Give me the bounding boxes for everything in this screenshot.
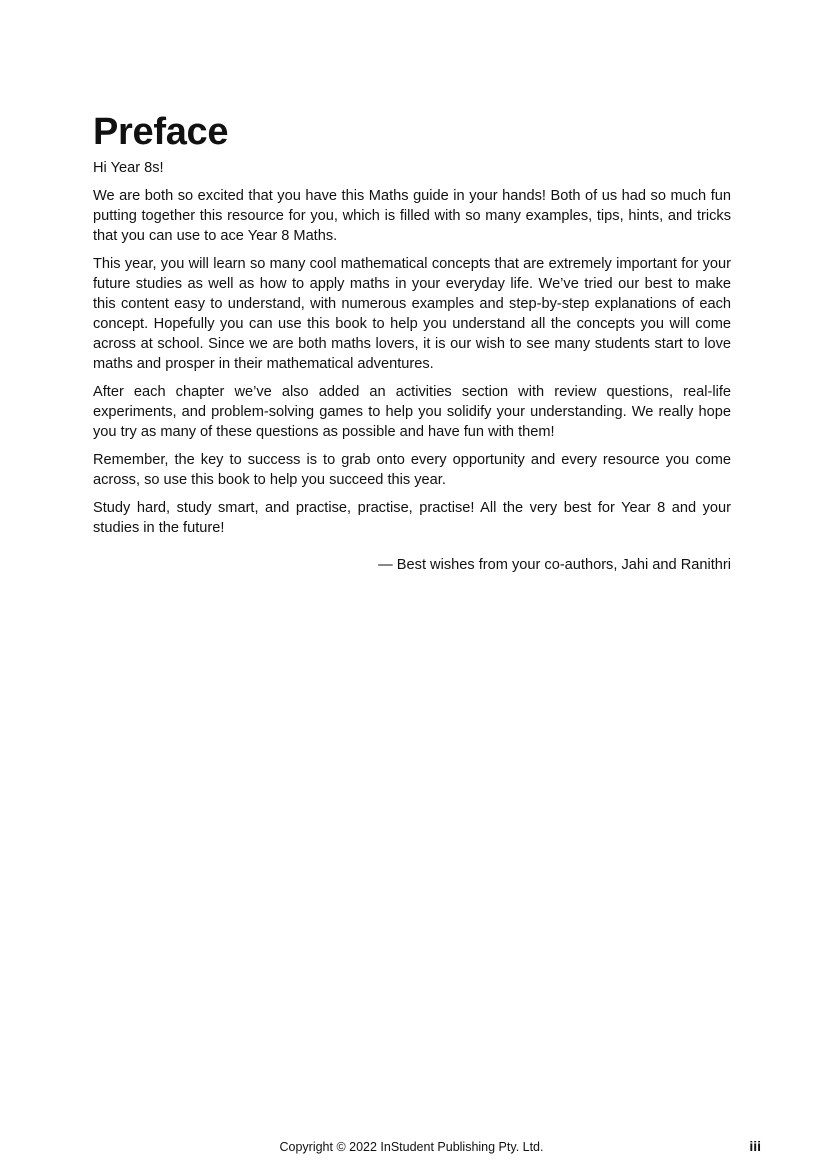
copyright-notice: Copyright © 2022 InStudent Publishing Pty. Ltd. bbox=[279, 1140, 544, 1154]
paragraph-4: Remember, the key to success is to grab onto every opportunity and every resource you come across, so use this book to help you succeed this year. bbox=[93, 452, 731, 488]
page-footer bbox=[0, 1138, 823, 1158]
author-signoff: — Best wishes from your co-authors, Jahi and Ranithri bbox=[378, 557, 731, 573]
paragraph-2: This year, you will learn so many cool mathematical concepts that are extremely important for your future studies as well as how to apply maths in your everyday life. We’ve tried our best to make this content easy to understand, with numerous examples and step-by-step explanations of each concept. Hopefully you can use this book to help you understand all the concepts you will come across at school. Since we are both maths lovers, it is our wish to see many students start to love maths and prosper in their mathematical adventures. bbox=[93, 256, 731, 372]
page-number: iii bbox=[749, 1138, 761, 1154]
paragraph-3: After each chapter we’ve also added an activities section with review questions, real-life experiments, and problem-solving games to help you solidify your understanding. We really hope you try as many of these questions as possible and have fun with them! bbox=[93, 384, 731, 440]
preface-page bbox=[93, 110, 731, 575]
paragraph-1: We are both so excited that you have this Maths guide in your hands! Both of us had so much fun putting together this resource for you, which is filled with so many examples, tips, hints, and tricks that you can use to ace Year 8 Maths. bbox=[93, 188, 731, 244]
page-title: Preface bbox=[93, 111, 229, 153]
paragraph-5: Study hard, study smart, and practise, practise, practise! All the very best for Year 8 and your studies in the future! bbox=[93, 500, 731, 536]
greeting: Hi Year 8s! bbox=[93, 160, 164, 176]
